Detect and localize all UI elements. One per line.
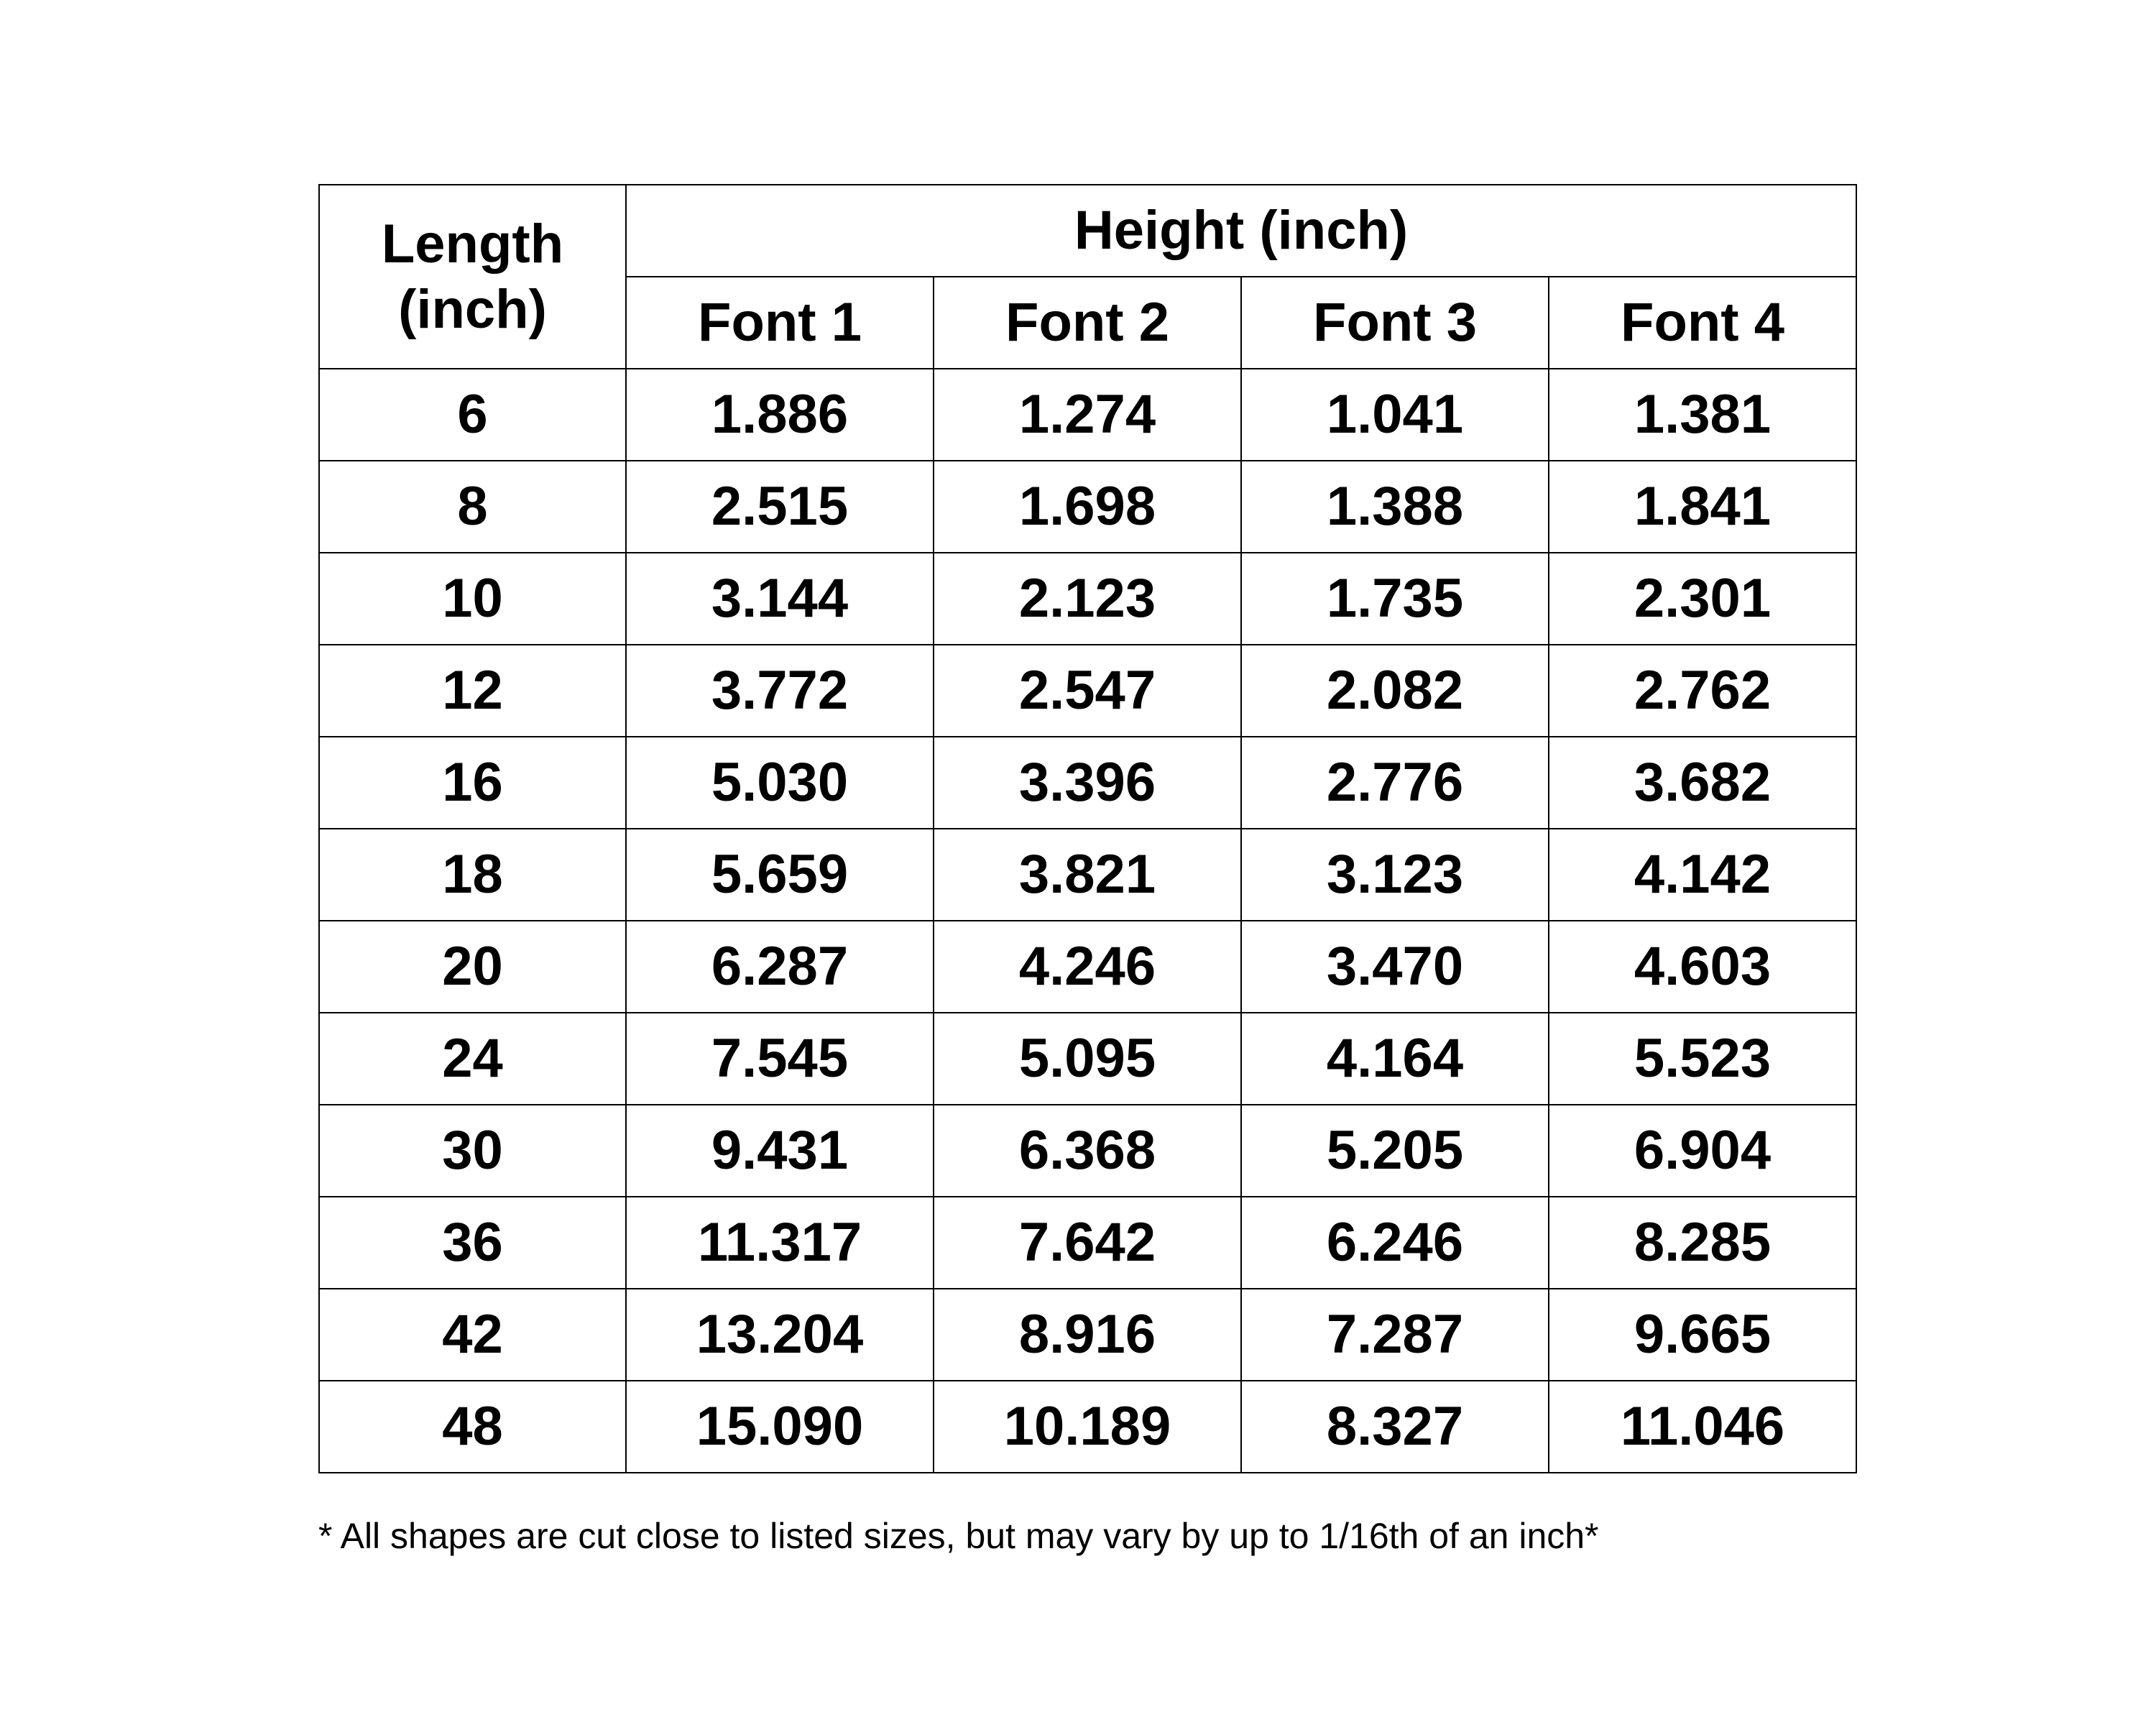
height-cell-font-4: 9.665 [1549, 1289, 1856, 1381]
height-cell-font-1: 11.317 [626, 1197, 934, 1289]
height-cell-font-2: 3.396 [934, 737, 1241, 829]
height-cell-font-3: 3.123 [1241, 829, 1549, 921]
height-cell-font-3: 2.082 [1241, 645, 1549, 737]
length-header-line1: Length [381, 213, 564, 275]
height-cell-font-1: 7.545 [626, 1013, 934, 1105]
table-row [319, 1197, 1856, 1289]
height-cell-font-1: 5.659 [626, 829, 934, 921]
height-cell-font-1: 2.515 [626, 461, 934, 553]
height-cell-font-4: 5.523 [1549, 1013, 1856, 1105]
length-header [319, 185, 626, 369]
header-row-top [319, 185, 1856, 277]
table-row [319, 645, 1856, 737]
length-cell: 16 [319, 737, 626, 829]
length-cell: 12 [319, 645, 626, 737]
length-cell: 42 [319, 1289, 626, 1381]
height-cell-font-1: 5.030 [626, 737, 934, 829]
height-cell-font-1: 15.090 [626, 1381, 934, 1473]
height-cell-font-3: 3.470 [1241, 921, 1549, 1013]
length-cell: 20 [319, 921, 626, 1013]
length-cell: 24 [319, 1013, 626, 1105]
table-row [319, 1105, 1856, 1197]
table-row [319, 553, 1856, 645]
height-cell-font-4: 6.904 [1549, 1105, 1856, 1197]
height-cell-font-1: 1.886 [626, 369, 934, 461]
length-cell: 6 [319, 369, 626, 461]
height-cell-font-1: 9.431 [626, 1105, 934, 1197]
font-2-header: Font 2 [934, 277, 1241, 369]
height-cell-font-4: 4.603 [1549, 921, 1856, 1013]
table-row [319, 829, 1856, 921]
height-cell-font-2: 1.274 [934, 369, 1241, 461]
height-cell-font-2: 3.821 [934, 829, 1241, 921]
height-cell-font-3: 1.041 [1241, 369, 1549, 461]
table-body [319, 369, 1856, 1473]
height-header: Height (inch) [626, 185, 1856, 277]
length-cell: 10 [319, 553, 626, 645]
font-4-header: Font 4 [1549, 277, 1856, 369]
height-cell-font-4: 3.682 [1549, 737, 1856, 829]
length-header-line2: (inch) [398, 279, 547, 340]
table-row [319, 1381, 1856, 1473]
height-cell-font-1: 3.772 [626, 645, 934, 737]
table-row [319, 1289, 1856, 1381]
height-cell-font-1: 6.287 [626, 921, 934, 1013]
height-cell-font-2: 2.547 [934, 645, 1241, 737]
size-chart-table [318, 184, 1857, 1473]
height-cell-font-4: 11.046 [1549, 1381, 1856, 1473]
table-row [319, 1013, 1856, 1105]
height-cell-font-2: 10.189 [934, 1381, 1241, 1473]
height-cell-font-1: 3.144 [626, 553, 934, 645]
font-3-header: Font 3 [1241, 277, 1549, 369]
length-cell: 18 [319, 829, 626, 921]
length-cell: 36 [319, 1197, 626, 1289]
height-cell-font-2: 8.916 [934, 1289, 1241, 1381]
height-cell-font-3: 2.776 [1241, 737, 1549, 829]
height-cell-font-2: 2.123 [934, 553, 1241, 645]
height-cell-font-3: 5.205 [1241, 1105, 1549, 1197]
length-cell: 8 [319, 461, 626, 553]
height-cell-font-4: 1.841 [1549, 461, 1856, 553]
height-cell-font-4: 4.142 [1549, 829, 1856, 921]
table-row [319, 461, 1856, 553]
length-cell: 48 [319, 1381, 626, 1473]
height-cell-font-3: 6.246 [1241, 1197, 1549, 1289]
height-cell-font-3: 1.735 [1241, 553, 1549, 645]
height-cell-font-3: 8.327 [1241, 1381, 1549, 1473]
length-cell: 30 [319, 1105, 626, 1197]
height-cell-font-1: 13.204 [626, 1289, 934, 1381]
height-cell-font-2: 5.095 [934, 1013, 1241, 1105]
height-cell-font-3: 4.164 [1241, 1013, 1549, 1105]
font-1-header: Font 1 [626, 277, 934, 369]
height-cell-font-2: 1.698 [934, 461, 1241, 553]
height-cell-font-4: 2.301 [1549, 553, 1856, 645]
height-cell-font-4: 8.285 [1549, 1197, 1856, 1289]
height-cell-font-2: 4.246 [934, 921, 1241, 1013]
height-cell-font-4: 2.762 [1549, 645, 1856, 737]
table-row [319, 369, 1856, 461]
footnote: * All shapes are cut close to listed sizes, but may vary by up to 1/16th of an inch* [318, 1516, 1599, 1556]
table-row [319, 921, 1856, 1013]
height-cell-font-2: 7.642 [934, 1197, 1241, 1289]
height-cell-font-3: 7.287 [1241, 1289, 1549, 1381]
table-row [319, 737, 1856, 829]
height-cell-font-3: 1.388 [1241, 461, 1549, 553]
height-cell-font-4: 1.381 [1549, 369, 1856, 461]
height-cell-font-2: 6.368 [934, 1105, 1241, 1197]
